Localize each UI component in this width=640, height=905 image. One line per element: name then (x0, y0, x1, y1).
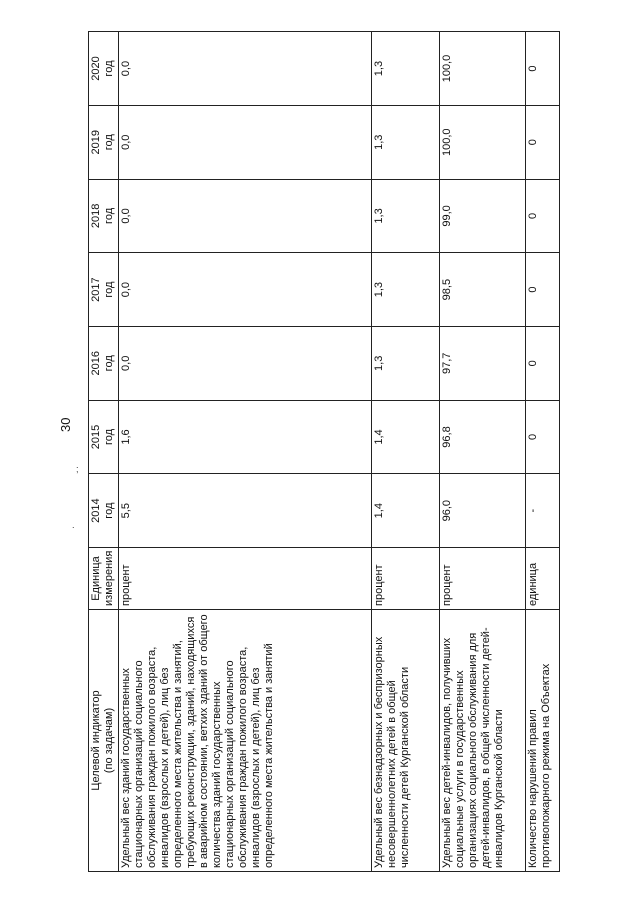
value-cell: 0,0 (119, 253, 372, 327)
header-year: 2018 год (89, 179, 119, 253)
indicator-table-wrapper (88, 32, 560, 872)
value-cell: 1,4 (371, 400, 439, 474)
page-number: 30 (58, 417, 73, 432)
table-row (439, 32, 525, 872)
value-cell: 1,3 (371, 179, 439, 253)
header-year: 2014 год (89, 474, 119, 548)
value-cell: 0 (525, 400, 559, 474)
header-year: 2016 год (89, 326, 119, 400)
value-cell: 5,5 (119, 474, 372, 548)
value-cell: 1,4 (371, 474, 439, 548)
value-cell: 99,0 (439, 179, 525, 253)
header-year: 2017 год (89, 253, 119, 327)
value-cell: 0 (525, 32, 559, 106)
header-year: 2015 год (89, 400, 119, 474)
unit-cell: процент (119, 548, 372, 610)
header-year: 2019 год (89, 105, 119, 179)
header-year: 2020 год (89, 32, 119, 106)
value-cell: 0,0 (119, 32, 372, 106)
unit-cell: процент (439, 548, 525, 610)
value-cell: 0,0 (119, 105, 372, 179)
value-cell: 1,3 (371, 253, 439, 327)
value-cell: 0 (525, 179, 559, 253)
value-cell: 0 (525, 326, 559, 400)
value-cell: 1,6 (119, 400, 372, 474)
value-cell: 0 (525, 253, 559, 327)
stray-mark: . (72, 520, 75, 530)
value-cell: 96,0 (439, 474, 525, 548)
value-cell: 1,3 (371, 32, 439, 106)
value-cell: 0 (525, 105, 559, 179)
table-row (119, 32, 372, 872)
unit-cell: процент (371, 548, 439, 610)
header-indicator: Целевой индикатор (по задачам) (89, 610, 119, 872)
value-cell: 1,3 (371, 326, 439, 400)
value-cell: - (525, 474, 559, 548)
table-header-row (89, 32, 119, 872)
table-row (525, 32, 559, 872)
indicator-cell: Удельный вес безнадзорных и беспризорных несовершеннолетних детей в общей численности детей Курганской области (371, 610, 439, 872)
stray-mark: ; (76, 464, 79, 474)
value-cell: 100,0 (439, 32, 525, 106)
value-cell: 96,8 (439, 400, 525, 474)
indicator-table (88, 31, 560, 872)
value-cell: 100,0 (439, 105, 525, 179)
unit-cell: единица (525, 548, 559, 610)
table-row (371, 32, 439, 872)
header-unit: Единица измерения (89, 548, 119, 610)
value-cell: 0,0 (119, 179, 372, 253)
indicator-cell: Удельный вес детей-инвалидов, получивших социальные услуги в государственных организациях социального обслуживания для детей-инвалидов, в общей численности детей-инвалидов Курганской области (439, 610, 525, 872)
value-cell: 1,3 (371, 105, 439, 179)
indicator-cell: Количество нарушений правил противопожарного режима на Объектах (525, 610, 559, 872)
indicator-cell: Удельный вес зданий государственных стационарных организаций социального обслуживания граждан пожилого возраста, инвалидов (взрослых и детей), лиц без определенного места жительства и занятий, требующих реконструкции, зданий, находящихся в аварийном состоянии, ветхих зданий от общего количества зданий государственных стационарных организаций социального обслуживания граждан пожилого возраста, инвалидов (взрослых и детей), лиц без определенного места жительства и занятий (119, 610, 372, 872)
value-cell: 97,7 (439, 326, 525, 400)
value-cell: 98,5 (439, 253, 525, 327)
value-cell: 0,0 (119, 326, 372, 400)
